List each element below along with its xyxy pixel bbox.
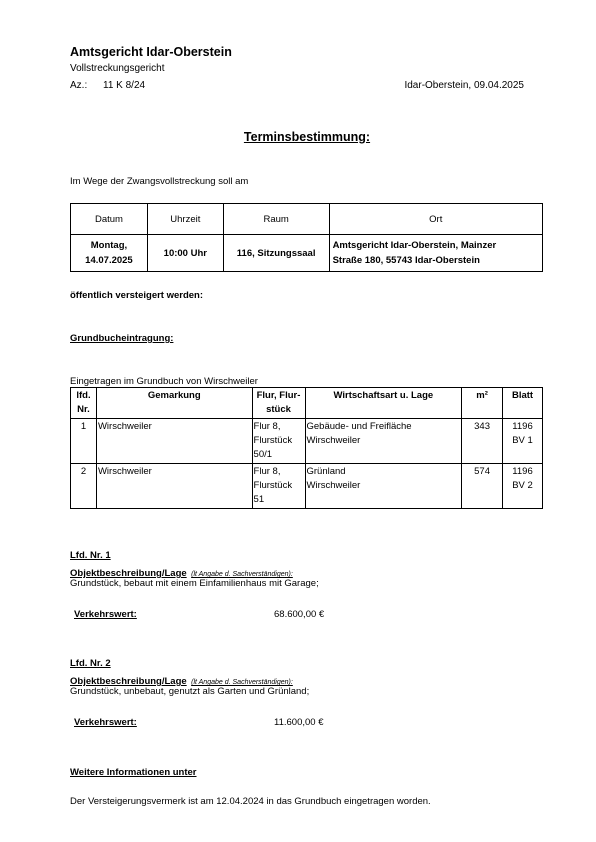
col-header-ort: Ort: [329, 204, 542, 235]
row-flur-line3: 51: [253, 494, 265, 505]
row-blatt-line2: BV 2: [512, 480, 533, 491]
termin-ort: [329, 235, 542, 272]
row-wirt-line1: Grünland: [306, 466, 346, 477]
object-1-lfd: Lfd. Nr. 1: [70, 550, 111, 561]
termin-datum-day: Montag,: [90, 240, 128, 251]
col-header-blatt: Blatt: [503, 388, 543, 419]
row-flur: [252, 464, 305, 509]
object-1-verkehrswert-label: Verkehrswert:: [74, 609, 137, 620]
grundbuch-heading: Grundbucheintragung:: [70, 333, 174, 344]
col-header-flur-line2: stück: [266, 404, 291, 415]
termin-raum: 116, Sitzungssaal: [223, 235, 329, 272]
row-blatt-line1: 1196: [512, 421, 533, 432]
row-wirt-line2: Wirschweiler: [306, 480, 361, 491]
col-header-flur: [252, 388, 305, 419]
col-header-gemarkung: Gemarkung: [96, 388, 252, 419]
place-date: Idar-Oberstein, 09.04.2025: [404, 80, 524, 91]
grundbuch-table-header: [71, 388, 543, 419]
termin-table-header: [71, 204, 543, 235]
col-header-m2: m²: [462, 388, 503, 419]
col-header-lfd-line2: Nr.: [77, 404, 90, 415]
row-flur-line2: Flurstück: [253, 435, 293, 446]
termin-table: [70, 203, 543, 272]
court-department: Vollstreckungsgericht: [70, 63, 165, 74]
row-blatt-line2: BV 1: [512, 435, 533, 446]
row-blatt: [503, 464, 543, 509]
row-flur-line1: Flur 8,: [253, 466, 281, 477]
row-blatt-line1: 1196: [512, 466, 533, 477]
col-header-raum: Raum: [223, 204, 329, 235]
object-2-lfd: Lfd. Nr. 2: [70, 658, 111, 669]
grundbuch-intro: Eingetragen im Grundbuch von Wirschweiler: [70, 376, 258, 387]
table-row: [71, 419, 543, 464]
termin-datum: [71, 235, 148, 272]
col-header-datum: Datum: [71, 204, 148, 235]
col-header-flur-line1: Flur, Flur-: [256, 390, 301, 401]
object-2-verkehrswert-value: 11.600,00 €: [274, 717, 324, 728]
grundbuch-table: [70, 387, 543, 509]
termin-uhrzeit: 10:00 Uhr: [147, 235, 223, 272]
object-1-obj-label: Objektbeschreibung/Lage: [70, 568, 187, 579]
document-title: Terminsbestimmung:: [243, 130, 371, 144]
row-wirt-line1: Gebäude- und Freifläche: [306, 421, 412, 432]
termin-table-row: [71, 235, 543, 272]
row-gemarkung: Wirschweiler: [96, 419, 252, 464]
object-1-verkehrswert-value: 68.600,00 €: [274, 609, 325, 620]
case-number: 11 K 8/24: [103, 80, 146, 91]
col-header-lfd-line1: lfd.: [76, 390, 91, 401]
row-wirtschaftsart: [305, 464, 462, 509]
object-2-obj-note: (lt Angabe d. Sachverständigen):: [191, 679, 293, 686]
table-row: [71, 464, 543, 509]
intro-text: Im Wege der Zwangsvollstreckung soll am: [70, 176, 249, 187]
object-2-description: Grundstück, unbebaut, genutzt als Garten und Grünland;: [70, 686, 310, 697]
row-blatt: [503, 419, 543, 464]
court-name: Amtsgericht Idar-Oberstein: [70, 45, 232, 59]
row-flur-line3: 50/1: [253, 449, 273, 460]
col-header-lfd: [71, 388, 97, 419]
weitere-informationen-heading: Weitere Informationen unter: [70, 767, 197, 778]
row-flur: [252, 419, 305, 464]
termin-ort-line1: Amtsgericht Idar-Oberstein, Mainzer: [332, 240, 497, 251]
row-wirt-line2: Wirschweiler: [306, 435, 361, 446]
row-m2: 574: [462, 464, 503, 509]
row-flur-line1: Flur 8,: [253, 421, 281, 432]
termin-datum-date: 14.07.2025: [85, 255, 133, 266]
termin-ort-line2: Straße 180, 55743 Idar-Oberstein: [332, 255, 480, 266]
case-number-label: Az.:: [70, 80, 88, 91]
col-header-wirtschaftsart: Wirtschaftsart u. Lage: [305, 388, 462, 419]
col-header-uhrzeit: Uhrzeit: [147, 204, 223, 235]
object-2-verkehrswert-label: Verkehrswert:: [74, 717, 137, 728]
object-1-obj-note: (lt Angabe d. Sachverständigen):: [191, 571, 293, 578]
object-1-description: Grundstück, bebaut mit einem Einfamilienhaus mit Garage;: [70, 578, 319, 589]
object-2-obj-label: Objektbeschreibung/Lage: [70, 676, 187, 687]
row-nr: 2: [71, 464, 97, 509]
versteigerungsvermerk-text: Der Versteigerungsvermerk ist am 12.04.2024 in das Grundbuch eingetragen worden.: [70, 796, 431, 807]
row-m2: 343: [462, 419, 503, 464]
row-wirtschaftsart: [305, 419, 462, 464]
row-gemarkung: Wirschweiler: [96, 464, 252, 509]
row-nr: 1: [71, 419, 97, 464]
row-flur-line2: Flurstück: [253, 480, 293, 491]
versteigert-text: öffentlich versteigert werden:: [70, 290, 204, 301]
